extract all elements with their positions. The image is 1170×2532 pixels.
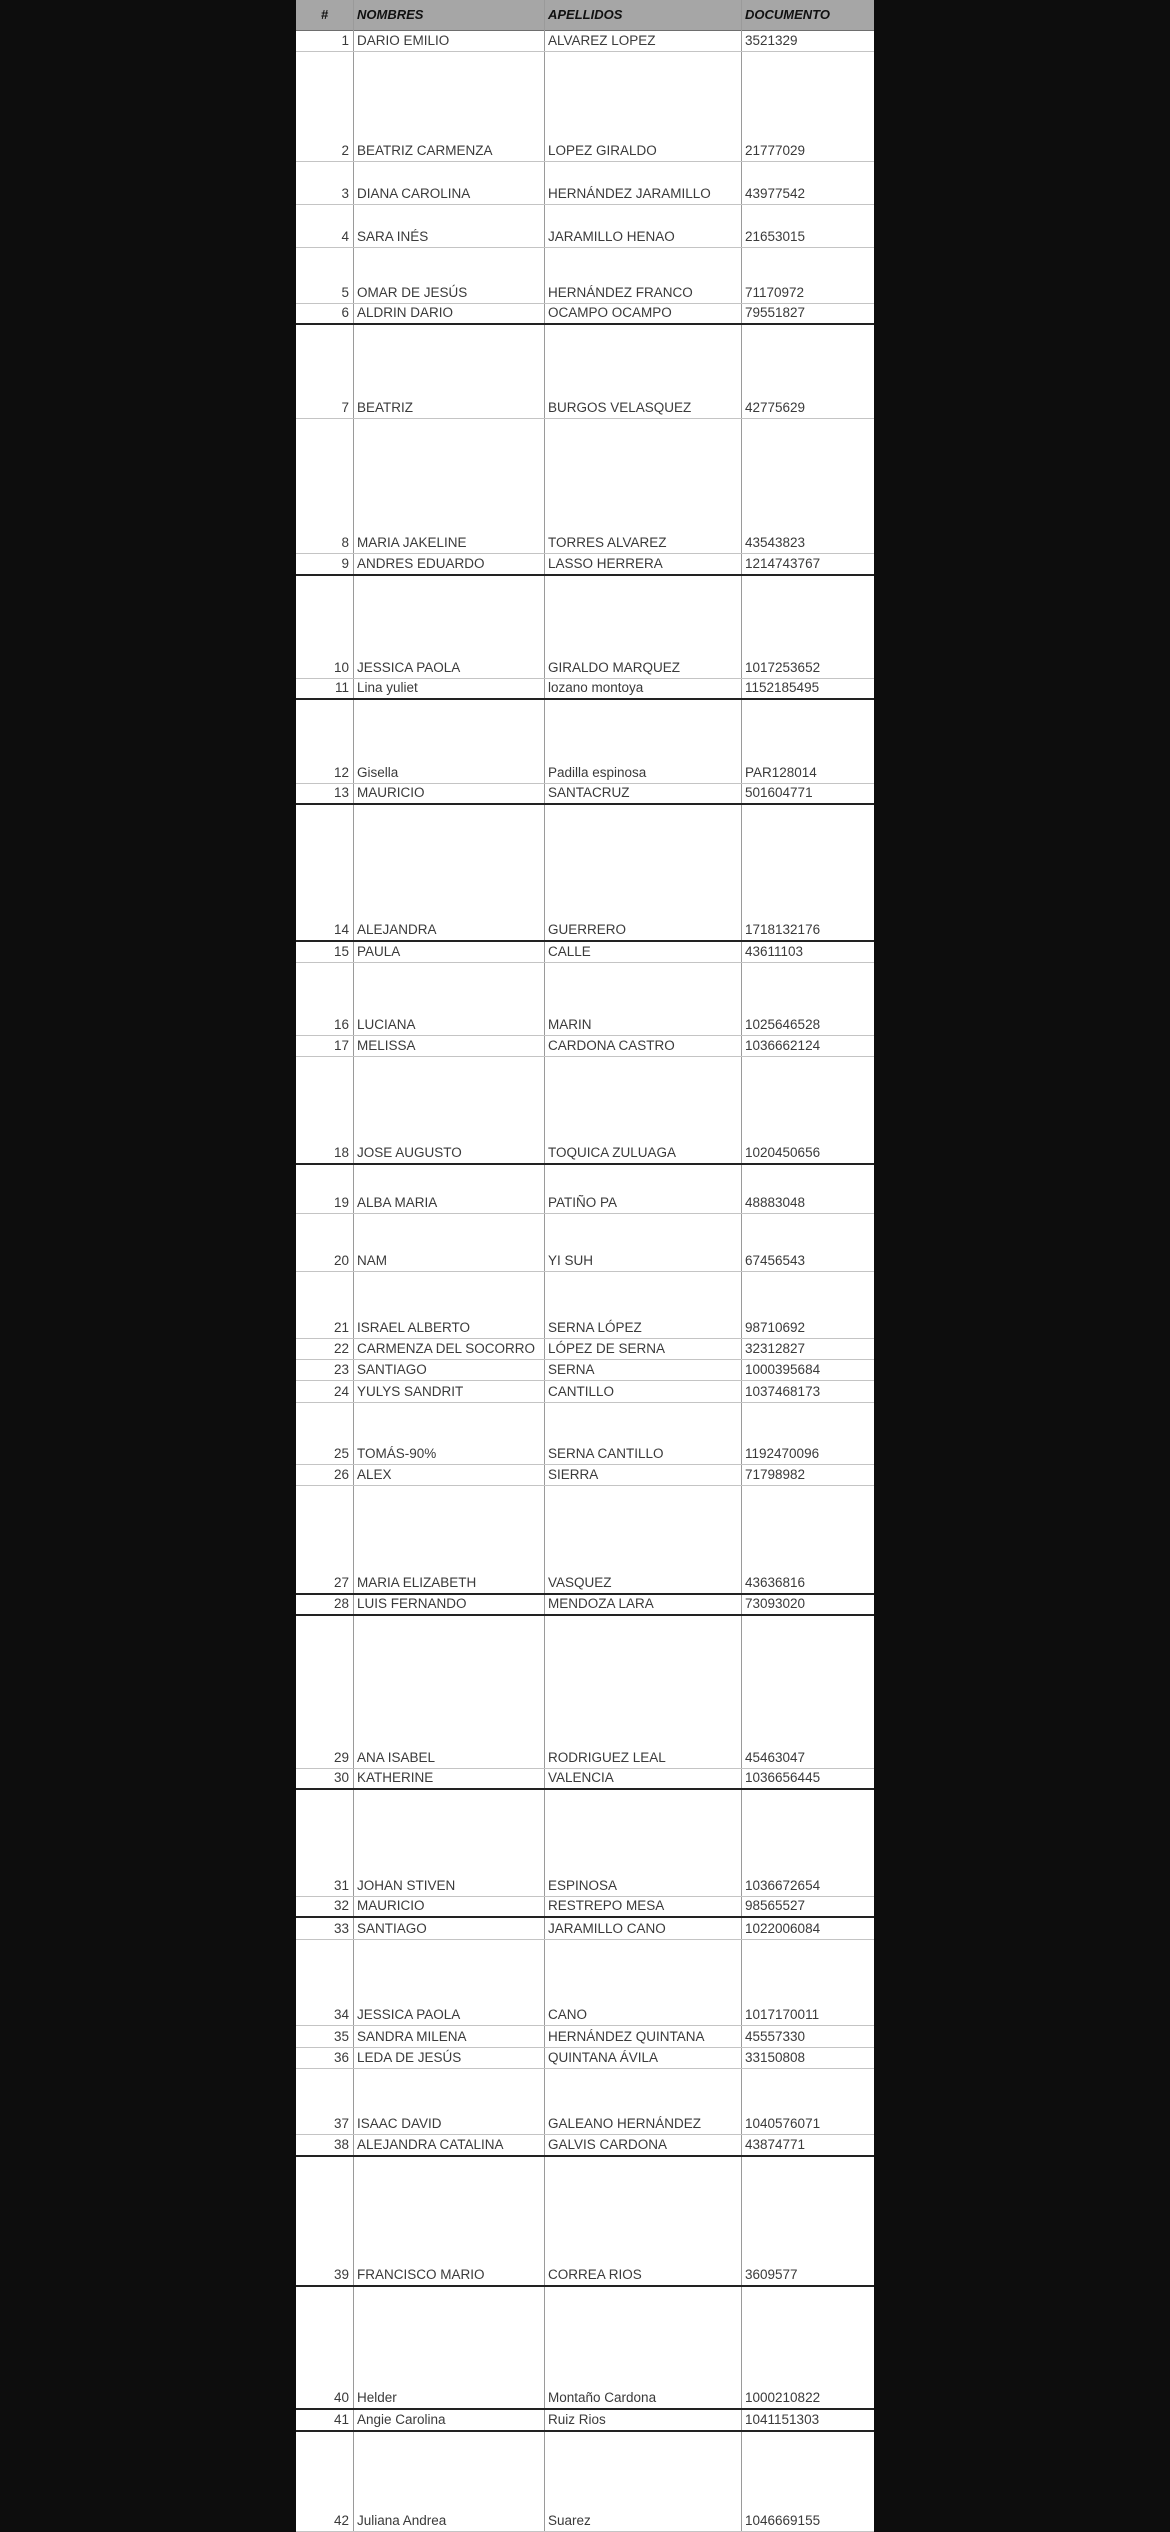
nombres-cell: ANDRES EDUARDO	[357, 556, 485, 571]
nombres-cell: TOMÁS-90%	[357, 1446, 437, 1461]
header-documento: DOCUMENTO	[745, 7, 830, 22]
nombres-cell: DARIO EMILIO	[357, 33, 450, 48]
apellidos-cell: SERNA CANTILLO	[548, 1446, 664, 1461]
apellidos-cell: OCAMPO OCAMPO	[548, 305, 672, 320]
documento-cell: 45557330	[745, 2029, 806, 2044]
nombres-cell: ANA ISABEL	[357, 1750, 436, 1765]
row-number: 9	[341, 556, 349, 571]
table-row	[296, 31, 874, 52]
documento-cell: 1017253652	[745, 660, 821, 675]
table-row	[296, 2432, 874, 2532]
header-apellidos: APELLIDOS	[548, 7, 623, 22]
documento-cell: 3521329	[745, 33, 798, 48]
documento-cell: 98565527	[745, 1898, 806, 1913]
table-row	[296, 248, 874, 304]
table-row	[296, 2048, 874, 2069]
nombres-cell: ISRAEL ALBERTO	[357, 1320, 471, 1335]
table-row	[296, 1214, 874, 1272]
apellidos-cell: BURGOS VELASQUEZ	[548, 400, 692, 415]
row-number: 38	[333, 2137, 349, 2152]
apellidos-cell: Montaño Cardona	[548, 2390, 657, 2405]
apellidos-cell: YI SUH	[548, 1253, 594, 1268]
nombres-cell: Juliana Andrea	[357, 2513, 447, 2528]
nombres-cell: ALBA MARIA	[357, 1195, 438, 1210]
apellidos-cell: ALVAREZ LOPEZ	[548, 33, 656, 48]
table-row	[296, 554, 874, 576]
nombres-cell: MAURICIO	[357, 1898, 425, 1913]
row-number: 31	[333, 1878, 349, 1893]
nombres-cell: PAULA	[357, 944, 401, 959]
apellidos-cell: SANTACRUZ	[548, 785, 630, 800]
table-row	[296, 1381, 874, 1403]
row-number: 4	[341, 229, 349, 244]
table-row	[296, 1918, 874, 1940]
table-row	[296, 2410, 874, 2432]
apellidos-cell: RESTREPO MESA	[548, 1898, 665, 1913]
apellidos-cell: GALVIS CARDONA	[548, 2137, 668, 2152]
row-number: 29	[333, 1750, 349, 1765]
nombres-cell: ALEJANDRA CATALINA	[357, 2137, 504, 2152]
row-number: 13	[333, 785, 349, 800]
row-number: 41	[333, 2412, 349, 2427]
apellidos-cell: CANTILLO	[548, 1384, 615, 1399]
apellidos-cell: LOPEZ GIRALDO	[548, 143, 657, 158]
apellidos-cell: LASSO HERRERA	[548, 556, 663, 571]
table-row	[296, 1360, 874, 1381]
apellidos-cell: HERNÁNDEZ FRANCO	[548, 285, 693, 300]
nombres-cell: Helder	[357, 2390, 397, 2405]
apellidos-cell: Padilla espinosa	[548, 765, 647, 780]
apellidos-cell: TOQUICA ZULUAGA	[548, 1145, 677, 1160]
row-number: 11	[334, 680, 349, 695]
table-row	[296, 1595, 874, 1616]
apellidos-cell: CALLE	[548, 944, 591, 959]
table-row	[296, 2026, 874, 2048]
table-row	[296, 1465, 874, 1486]
documento-cell: 71798982	[745, 1467, 806, 1482]
nombres-cell: KATHERINE	[357, 1770, 434, 1785]
apellidos-cell: GIRALDO MARQUEZ	[548, 660, 681, 675]
table-row	[296, 679, 874, 700]
apellidos-cell: SERNA	[548, 1362, 595, 1377]
row-number: 35	[333, 2029, 349, 2044]
nombres-cell: ALDRIN DARIO	[357, 305, 454, 320]
nombres-cell: ALEX	[357, 1467, 392, 1482]
row-number: 34	[333, 2007, 349, 2022]
nombres-cell: Angie Carolina	[357, 2412, 446, 2427]
row-number: 37	[333, 2116, 349, 2131]
table-row	[296, 304, 874, 325]
apellidos-cell: Ruiz Rios	[548, 2412, 606, 2427]
nombres-cell: MELISSA	[357, 1038, 416, 1053]
table-row	[296, 2157, 874, 2287]
nombres-cell: MARIA JAKELINE	[357, 535, 467, 550]
row-number: 32	[333, 1898, 349, 1913]
documento-cell: PAR128014	[745, 765, 817, 780]
header-num: #	[320, 7, 329, 22]
documento-cell: 1040576071	[745, 2116, 821, 2131]
table-row	[296, 1339, 874, 1360]
documento-cell: 3609577	[745, 2267, 798, 2282]
documento-cell: 1718132176	[745, 922, 821, 937]
table-row	[296, 1036, 874, 1057]
documento-cell: 1152185495	[745, 680, 820, 695]
table-row	[296, 963, 874, 1036]
documento-cell: 33150808	[745, 2050, 806, 2065]
documento-cell: 1214743767	[745, 556, 821, 571]
nombres-cell: JOHAN STIVEN	[357, 1878, 456, 1893]
row-number: 42	[333, 2513, 349, 2528]
documento-cell: 43611103	[745, 944, 804, 959]
apellidos-cell: TORRES ALVAREZ	[548, 535, 667, 550]
table-row	[296, 2287, 874, 2410]
apellidos-cell: VASQUEZ	[548, 1575, 612, 1590]
nombres-cell: SANTIAGO	[357, 1362, 427, 1377]
nombres-cell: LEDA DE JESÚS	[357, 2050, 462, 2065]
table-row	[296, 1769, 874, 1790]
table-row	[296, 1940, 874, 2026]
table-row	[296, 1616, 874, 1769]
apellidos-cell: LÓPEZ DE SERNA	[548, 1341, 666, 1356]
table-row	[296, 942, 874, 963]
documento-cell: 73093020	[745, 1596, 806, 1611]
row-number: 5	[341, 285, 349, 300]
row-number: 12	[333, 765, 349, 780]
row-number: 15	[333, 944, 349, 959]
row-number: 22	[333, 1341, 349, 1356]
row-number: 16	[333, 1017, 349, 1032]
documento-cell: 1000395684	[745, 1362, 821, 1377]
row-number: 6	[341, 305, 349, 320]
table-row	[296, 1790, 874, 1897]
nombres-cell: ISAAC DAVID	[357, 2116, 442, 2131]
row-number: 14	[333, 922, 349, 937]
table-row	[296, 1897, 874, 1918]
row-number: 18	[333, 1145, 349, 1160]
documento-cell: 45463047	[745, 1750, 806, 1765]
documento-cell: 1022006084	[745, 1921, 821, 1936]
row-number: 33	[333, 1921, 349, 1936]
table-row	[296, 419, 874, 554]
documento-cell: 67456543	[745, 1253, 806, 1268]
nombres-cell: MARIA ELIZABETH	[357, 1575, 477, 1590]
table-row	[296, 1486, 874, 1595]
table-row	[296, 576, 874, 679]
nombres-cell: CARMENZA DEL SOCORRO	[357, 1341, 536, 1356]
nombres-cell: BEATRIZ	[357, 400, 414, 415]
apellidos-cell: QUINTANA ÁVILA	[548, 2050, 659, 2065]
table-row	[296, 1403, 874, 1465]
row-number: 17	[333, 1038, 349, 1053]
row-number: 7	[341, 400, 349, 415]
apellidos-cell: ESPINOSA	[548, 1878, 618, 1893]
documento-cell: 43977542	[745, 186, 806, 201]
documento-cell: 1036672654	[745, 1878, 821, 1893]
table-row	[296, 1272, 874, 1339]
row-number: 19	[333, 1195, 349, 1210]
nombres-cell: ALEJANDRA	[357, 922, 437, 937]
documento-cell: 21653015	[745, 229, 806, 244]
apellidos-cell: lozano montoya	[548, 680, 644, 695]
spreadsheet	[296, 0, 874, 2532]
documento-cell: 42775629	[745, 400, 806, 415]
table-row	[296, 1165, 874, 1214]
table-row	[296, 162, 874, 205]
documento-cell: 1192470096	[745, 1446, 820, 1461]
documento-cell: 1037468173	[745, 1384, 821, 1399]
header-nombres: NOMBRES	[357, 7, 424, 22]
row-number: 3	[341, 186, 349, 201]
row-number: 24	[333, 1384, 349, 1399]
documento-cell: 79551827	[745, 305, 806, 320]
apellidos-cell: JARAMILLO CANO	[548, 1921, 666, 1936]
nombres-cell: LUCIANA	[357, 1017, 416, 1032]
row-number: 27	[333, 1575, 349, 1590]
row-number: 40	[333, 2390, 349, 2405]
row-number: 30	[333, 1770, 349, 1785]
documento-cell: 1020450656	[745, 1145, 821, 1160]
documento-cell: 1046669155	[745, 2513, 821, 2528]
nombres-cell: NAM	[357, 1253, 387, 1268]
row-number: 39	[333, 2267, 349, 2282]
table-row	[296, 1057, 874, 1165]
table-row	[296, 52, 874, 162]
nombres-cell: SARA INÉS	[357, 229, 429, 244]
table-header	[296, 0, 874, 31]
table-row	[296, 325, 874, 419]
nombres-cell: FRANCISCO MARIO	[357, 2267, 485, 2282]
nombres-cell: SANDRA MILENA	[357, 2029, 467, 2044]
documento-cell: 43543823	[745, 535, 806, 550]
apellidos-cell: MENDOZA LARA	[548, 1596, 654, 1611]
table-row	[296, 205, 874, 248]
documento-cell: 1041151303	[745, 2412, 820, 2427]
row-number: 21	[333, 1320, 349, 1335]
nombres-cell: DIANA CAROLINA	[357, 186, 471, 201]
documento-cell: 98710692	[745, 1320, 806, 1335]
nombres-cell: BEATRIZ CARMENZA	[357, 143, 493, 158]
documento-cell: 1017170011	[745, 2007, 820, 2022]
documento-cell: 1025646528	[745, 1017, 821, 1032]
row-number: 10	[333, 660, 349, 675]
apellidos-cell: HERNÁNDEZ QUINTANA	[548, 2029, 705, 2044]
nombres-cell: LUIS FERNANDO	[357, 1596, 467, 1611]
apellidos-cell: SIERRA	[548, 1467, 599, 1482]
nombres-cell: Lina yuliet	[357, 680, 418, 695]
apellidos-cell: GALEANO HERNÁNDEZ	[548, 2116, 702, 2131]
apellidos-cell: JARAMILLO HENAO	[548, 229, 675, 244]
apellidos-cell: Suarez	[548, 2513, 591, 2528]
apellidos-cell: RODRIGUEZ LEAL	[548, 1750, 666, 1765]
apellidos-cell: CARDONA CASTRO	[548, 1038, 675, 1053]
nombres-cell: OMAR DE JESÚS	[357, 285, 468, 300]
row-number: 20	[333, 1253, 349, 1268]
documento-cell: 21777029	[745, 143, 806, 158]
nombres-cell: MAURICIO	[357, 785, 425, 800]
documento-cell: 501604771	[745, 785, 813, 800]
apellidos-cell: PATIÑO PA	[548, 1195, 618, 1210]
row-number: 25	[333, 1446, 349, 1461]
documento-cell: 1036656445	[745, 1770, 821, 1785]
apellidos-cell: SERNA LÓPEZ	[548, 1320, 642, 1335]
documento-cell: 43636816	[745, 1575, 806, 1590]
nombres-cell: JESSICA PAOLA	[357, 2007, 461, 2022]
row-number: 23	[333, 1362, 349, 1377]
row-number: 1	[341, 33, 349, 48]
documento-cell: 32312827	[745, 1341, 806, 1356]
documento-cell: 71170972	[745, 285, 805, 300]
row-number: 26	[333, 1467, 349, 1482]
apellidos-cell: CANO	[548, 2007, 588, 2022]
documento-cell: 1036662124	[745, 1038, 821, 1053]
documento-cell: 43874771	[745, 2137, 806, 2152]
documento-cell: 1000210822	[745, 2390, 821, 2405]
table-row	[296, 784, 874, 805]
nombres-cell: SANTIAGO	[357, 1921, 427, 1936]
row-number: 2	[341, 143, 349, 158]
nombres-cell: Gisella	[357, 765, 399, 780]
apellidos-cell: HERNÁNDEZ JARAMILLO	[548, 186, 711, 201]
nombres-cell: YULYS SANDRIT	[357, 1384, 464, 1399]
apellidos-cell: CORREA RIOS	[548, 2267, 642, 2282]
documento-cell: 48883048	[745, 1195, 806, 1210]
apellidos-cell: VALENCIA	[548, 1770, 614, 1785]
nombres-cell: JOSE AUGUSTO	[357, 1145, 462, 1160]
row-number: 36	[333, 2050, 349, 2065]
row-number: 8	[341, 535, 349, 550]
table-row	[296, 805, 874, 942]
apellidos-cell: MARIN	[548, 1017, 592, 1032]
row-number: 28	[333, 1596, 349, 1611]
nombres-cell: JESSICA PAOLA	[357, 660, 461, 675]
apellidos-cell: GUERRERO	[548, 922, 627, 937]
table-row	[296, 2135, 874, 2157]
table-row	[296, 700, 874, 784]
table-row	[296, 2069, 874, 2135]
